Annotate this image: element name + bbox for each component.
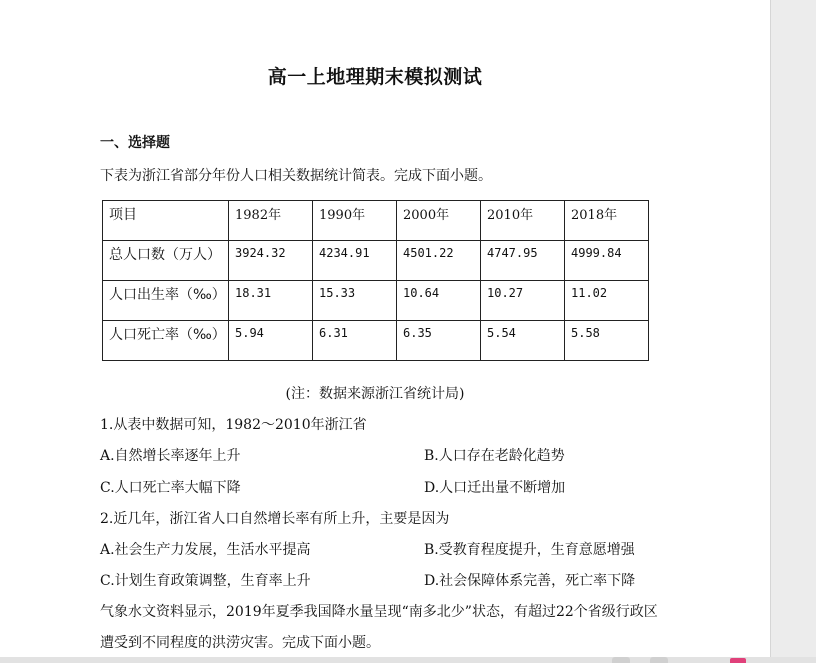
table-cell: 15.33 [313, 281, 397, 321]
horizontal-scrollbar[interactable] [0, 657, 816, 663]
table-cell: 4234.91 [313, 241, 397, 281]
table-cell: 10.64 [397, 281, 481, 321]
table-cell: 11.02 [565, 281, 649, 321]
table-cell: 5.54 [481, 321, 565, 361]
question-2-stem: 2.近几年，浙江省人口自然增长率有所上升，主要是因为 [100, 511, 450, 527]
intro-text: 下表为浙江省部分年份人口相关数据统计简表。完成下面小题。 [100, 168, 492, 184]
table-cell: 3924.32 [229, 241, 313, 281]
table-header-cell: 2018年 [565, 201, 649, 241]
question-2-option-c: C.计划生育政策调整，生育率上升 [100, 573, 311, 589]
page-title: 高一上地理期末模拟测试 [267, 66, 483, 88]
passage-2-line-2: 遭受到不同程度的洪涝灾害。完成下面小题。 [100, 635, 380, 651]
scroll-button[interactable] [612, 657, 630, 663]
table-cell: 人口死亡率（‰） [103, 321, 229, 361]
table-cell: 6.31 [313, 321, 397, 361]
question-1-stem: 1.从表中数据可知，1982～2010年浙江省 [100, 417, 367, 433]
question-2-option-a: A.社会生产力发展，生活水平提高 [100, 542, 311, 558]
question-1-option-d: D.人口迁出量不断增加 [424, 480, 566, 496]
table-cell: 18.31 [229, 281, 313, 321]
scroll-button[interactable] [650, 657, 668, 663]
table-header-cell: 1990年 [313, 201, 397, 241]
table-cell: 6.35 [397, 321, 481, 361]
question-2-option-d: D.社会保障体系完善，死亡率下降 [424, 573, 636, 589]
question-1-option-b: B.人口存在老龄化趋势 [424, 448, 565, 464]
table-cell: 4501.22 [397, 241, 481, 281]
question-1-option-a: A.自然增长率逐年上升 [100, 448, 241, 464]
toolbar-icon[interactable] [730, 658, 746, 663]
table-cell: 4747.95 [481, 241, 565, 281]
table-cell: 人口出生率（‰） [103, 281, 229, 321]
table-header-cell: 1982年 [229, 201, 313, 241]
viewer-background [771, 0, 816, 663]
table-cell: 5.94 [229, 321, 313, 361]
table-header-cell: 2000年 [397, 201, 481, 241]
table-cell: 4999.84 [565, 241, 649, 281]
passage-2-line-1: 气象水文资料显示，2019年夏季我国降水量呈现“南多北少”状态，有超过22个省级行政区 [100, 604, 658, 620]
population-table [102, 200, 649, 361]
table-row [103, 281, 649, 321]
table-header-cell: 2010年 [481, 201, 565, 241]
table-cell: 总人口数（万人） [103, 241, 229, 281]
table-cell: 5.58 [565, 321, 649, 361]
table-note: (注：数据来源浙江省统计局) [285, 386, 465, 402]
table-cell: 10.27 [481, 281, 565, 321]
question-2-option-b: B.受教育程度提升，生育意愿增强 [424, 542, 635, 558]
table-row [103, 321, 649, 361]
table-header-cell: 项目 [103, 201, 229, 241]
question-1-option-c: C.人口死亡率大幅下降 [100, 480, 241, 496]
table-row [103, 241, 649, 281]
table-header-row [103, 201, 649, 241]
section-heading: 一、选择题 [100, 135, 170, 151]
